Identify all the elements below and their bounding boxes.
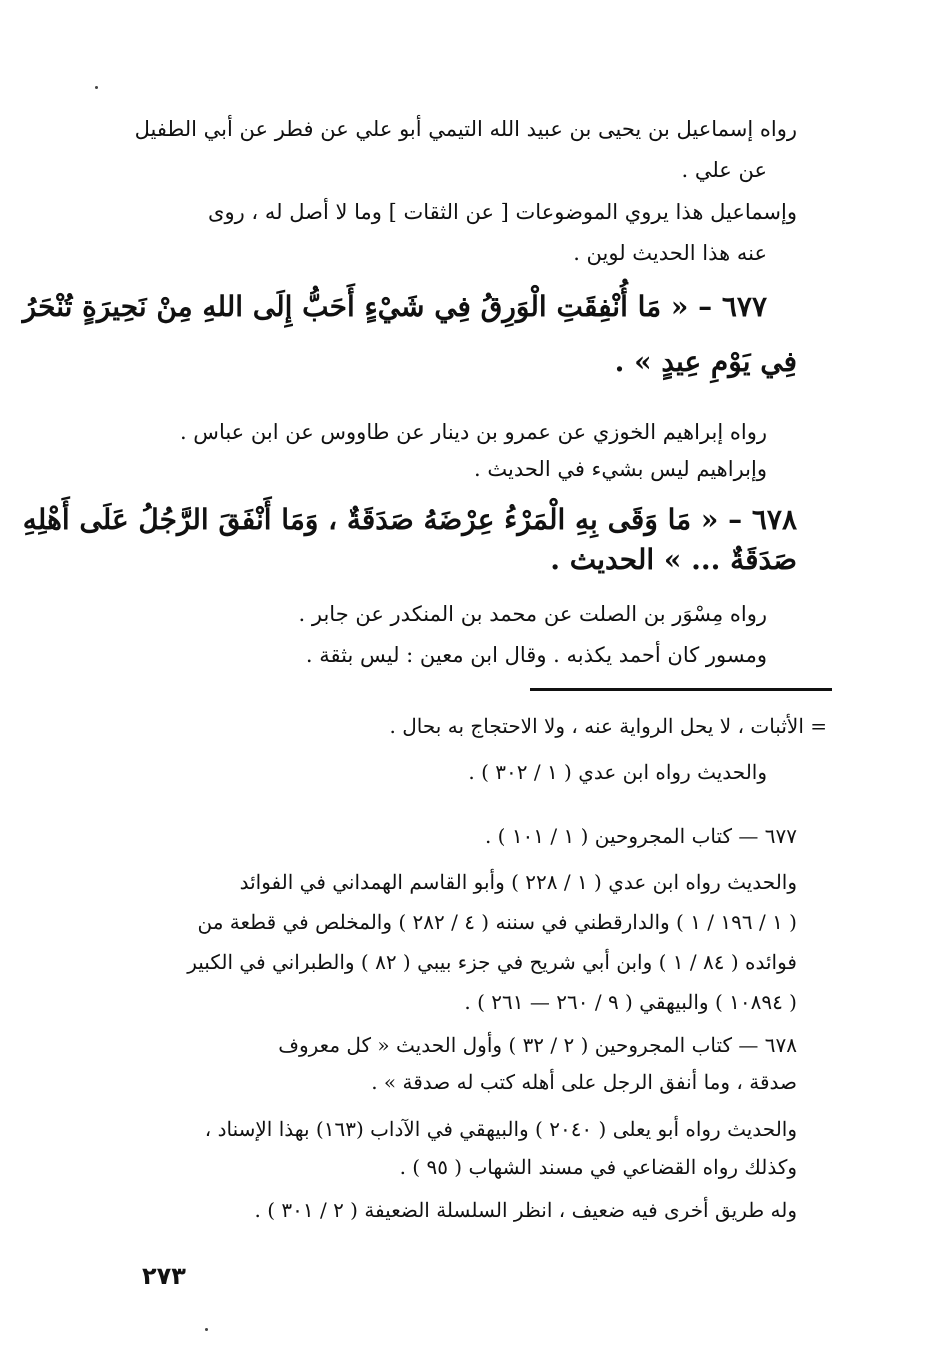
hadith-text: – « مَا أُنْفِقَتِ الْوَرِقُ فِي شَيْءٍ أَحَبُّ إِلَى اللهِ مِنْ نَحِيرَةٍ تُنْحَرُ [22, 290, 713, 323]
hadith-text: – « مَا وَقَى بِهِ الْمَرْءُ عِرْضَهُ صَدَقَةٌ ، وَمَا أَنْفَقَ الرَّجُلُ عَلَى أَهْلِهِ [22, 503, 743, 536]
hadith-677-line2: فِي يَوْمِ عِيدٍ » . [614, 345, 797, 378]
hadith-number: ٦٧٧ [721, 290, 767, 323]
footnote-line: وكذلك رواه القضاعي في مسند الشهاب ( ٩٥ ) . [399, 1155, 797, 1179]
body-line: وإبراهيم ليس بشيء في الحديث . [474, 457, 767, 481]
body-line: رواه إسماعيل بن يحيى بن عبيد الله التيمي أبو علي عن فطر عن أبي الطفيل [134, 117, 797, 141]
body-line: رواه إبراهيم الخوزي عن عمرو بن دينار عن طاووس عن ابن عباس . [179, 420, 767, 444]
hadith-678-line1 [22, 503, 797, 536]
footnote-line: = الأثبات ، لا يحل الرواية عنه ، ولا الاحتجاج به بحال . [389, 714, 827, 738]
body-line: وإسماعيل هذا يروي الموضوعات [ عن الثقات ] وما لا أصل له ، روى [208, 200, 797, 224]
hadith-677-line1 [22, 290, 767, 323]
footnote-line: ( ١٠٨٩٤ ) والبيهقي ( ٩ / ٢٦٠ — ٢٦١ ) . [464, 990, 797, 1014]
hadith-678-line2: صَدَقَةٌ ... » الحديث . [550, 543, 797, 576]
footnote-line: وله طريق أخرى فيه ضعيف ، انظر السلسلة الضعيفة ( ٢ / ٣٠١ ) . [254, 1198, 797, 1222]
body-line: رواه مِسْوَر بن الصلت عن محمد بن المنكدر عن جابر . [298, 602, 767, 626]
footnote-divider [530, 688, 832, 691]
body-line: عنه هذا الحديث لوين . [573, 241, 767, 265]
footnote-line: صدقة ، وما أنفق الرجل على أهله كتب له صدقة » . [371, 1070, 797, 1094]
footnote-line: والحديث رواه ابن عدي ( ١ / ٢٢٨ ) وأبو القاسم الهمداني في الفوائد [239, 870, 797, 894]
footnote-line: ٦٧٨ — كتاب المجروحين ( ٢ / ٣٢ ) وأول الحديث « كل معروف [278, 1033, 797, 1057]
hadith-number: ٦٧٨ [751, 503, 797, 536]
footnote-line: فوائده ( ٨٤ / ١ ) وابن أبي شريح في جزء بيبي ( ٨٢ ) والطبراني في الكبير [187, 950, 797, 974]
footnote-line: ٦٧٧ — كتاب المجروحين ( ١ / ١٠١ ) . [484, 824, 797, 848]
scan-speck [205, 1328, 208, 1331]
footnote-line: ( ١ / ١٩٦ / ١ ) والدارقطني في سننه ( ٤ / ٢٨٢ ) والمخلص في قطعة من [197, 910, 797, 934]
footnote-line: والحديث رواه ابن عدي ( ١ / ٣٠٢ ) . [468, 760, 767, 784]
body-line: ومسور كان أحمد يكذبه . وقال ابن معين : ليس بثقة . [305, 643, 767, 667]
footnote-line: والحديث رواه أبو يعلى ( ٢٠٤٠ ) والبيهقي في الآداب (١٦٣) بهذا الإسناد ، [204, 1117, 797, 1141]
body-line: عن علي . [681, 158, 767, 182]
page-number: ٢٧٣ [142, 1262, 186, 1290]
scan-speck [95, 86, 98, 89]
